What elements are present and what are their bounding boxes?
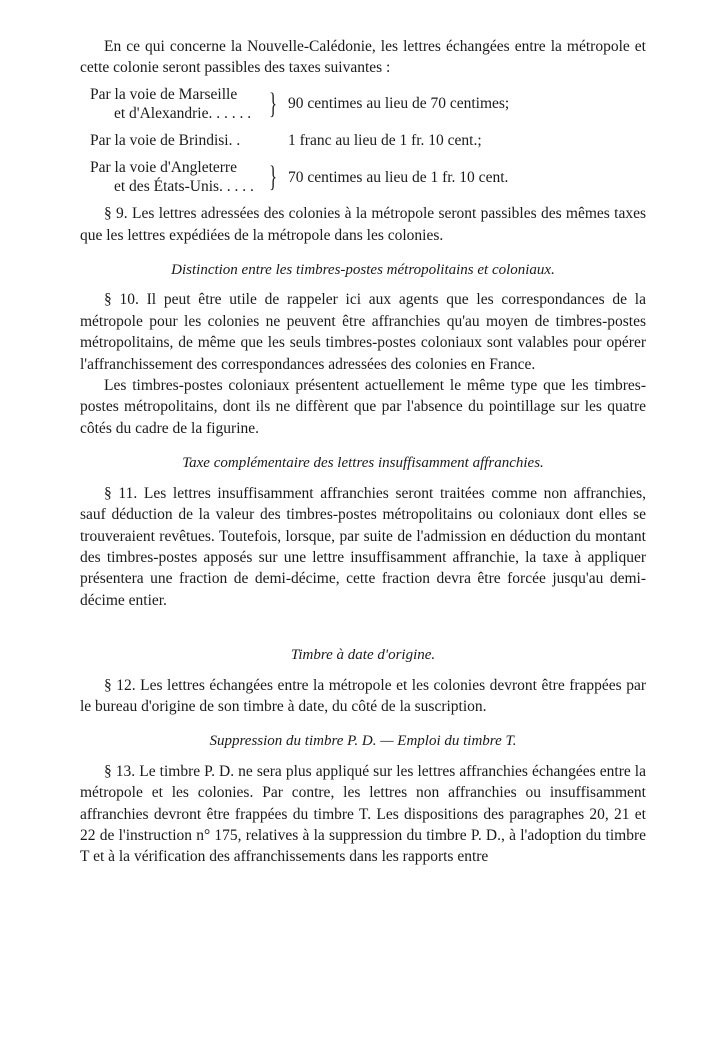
document-page (80, 36, 646, 868)
route-line: et d'Alexandrie. . . . . . (114, 104, 252, 122)
heading-section-10: Distinction entre les timbres-postes métropolitains et coloniaux. (171, 262, 555, 279)
rate-table (80, 85, 646, 196)
section-9: § 9. Les lettres adressées des colonies à la métropole seront passibles des mêmes taxes que les lettres expédiées de la métropole dans les colonies. (80, 205, 646, 244)
section-12: § 12. Les lettres échangées entre la métropole et les colonies devront être frappées par le bureau d'origine de son timbre à date, du côté de la suscription. (80, 676, 646, 715)
brace-mark: } (269, 86, 278, 120)
route-line: Par la voie de Brindisi. . (90, 132, 241, 150)
rate-route (80, 158, 280, 196)
rate-row-marseille (80, 85, 646, 123)
section-10: § 10. Il peut être utile de rappeler ici aux agents que les correspondances de la métropole pour les colonies ne peuvent être affranchies qu'au moyen de timbres-postes métropolitains, de même que les seuls timbres-postes coloniaux sont valables pour opérer l'affranchissement des correspondances adressées des colonies en France. (80, 291, 646, 373)
rate-route (80, 131, 280, 150)
intro-paragraph: En ce qui concerne la Nouvelle-Calédonie, les lettres échangées entre la métropole et cette colonie seront passibles des taxes suivantes : (80, 38, 646, 77)
rate-row-angleterre (80, 158, 646, 196)
rate-tax: 90 centimes au lieu de 70 centimes; (288, 95, 510, 113)
section-10-continued: Les timbres-postes coloniaux présentent actuellement le même type que les timbres-postes métropolitains, dont ils ne diffèrent que par l'absence du pointillage sur les quatre côtés du cadre de la figurine. (80, 377, 646, 437)
route-line: Par la voie de Marseille (90, 85, 238, 103)
section-13: § 13. Le timbre P. D. ne sera plus appliqué sur les lettres affranchies échangées entre la métropole et les colonies. Par contre, les lettres non affranchies ou insuffisamment affranchies devront être frappées du timbre T. Les dispositions des paragraphes 20, 21 et 22 de l'instruction n° 175, relatives à la suppression du timbre P. D., à l'adoption du timbre T et à la vérification des affranchissements dans les rapports entre (80, 762, 646, 866)
rate-tax: 70 centimes au lieu de 1 fr. 10 cent. (288, 168, 509, 186)
heading-section-11: Taxe complémentaire des lettres insuffisamment affranchies. (182, 455, 544, 472)
heading-section-12: Timbre à date d'origine. (290, 647, 436, 664)
section-11: § 11. Les lettres insuffisamment affranchies seront traitées comme non affranchies, sauf déduction de la valeur des timbres-postes métropolitains ou coloniaux dont elles se trouveraient revêtues. Toutefois, lorsque, par suite de l'admission en déduction du montant des timbres-postes apposés sur une lettre insuffisamment affranchie, la taxe à appliquer présentera une fraction de demi-décime, cette fraction devra être forcée jusqu'au demi-décime entier. (80, 484, 646, 609)
heading-section-13: Suppression du timbre P. D. — Emploi du timbre T. (209, 733, 517, 750)
route-line: Par la voie d'Angleterre (90, 159, 237, 177)
rate-route (80, 85, 280, 123)
rate-row-brindisi (80, 130, 646, 151)
route-line: et des États-Unis. . . . . (114, 178, 254, 196)
rate-tax: 1 franc au lieu de 1 fr. 10 cent.; (288, 131, 482, 149)
brace-mark: } (269, 160, 278, 194)
